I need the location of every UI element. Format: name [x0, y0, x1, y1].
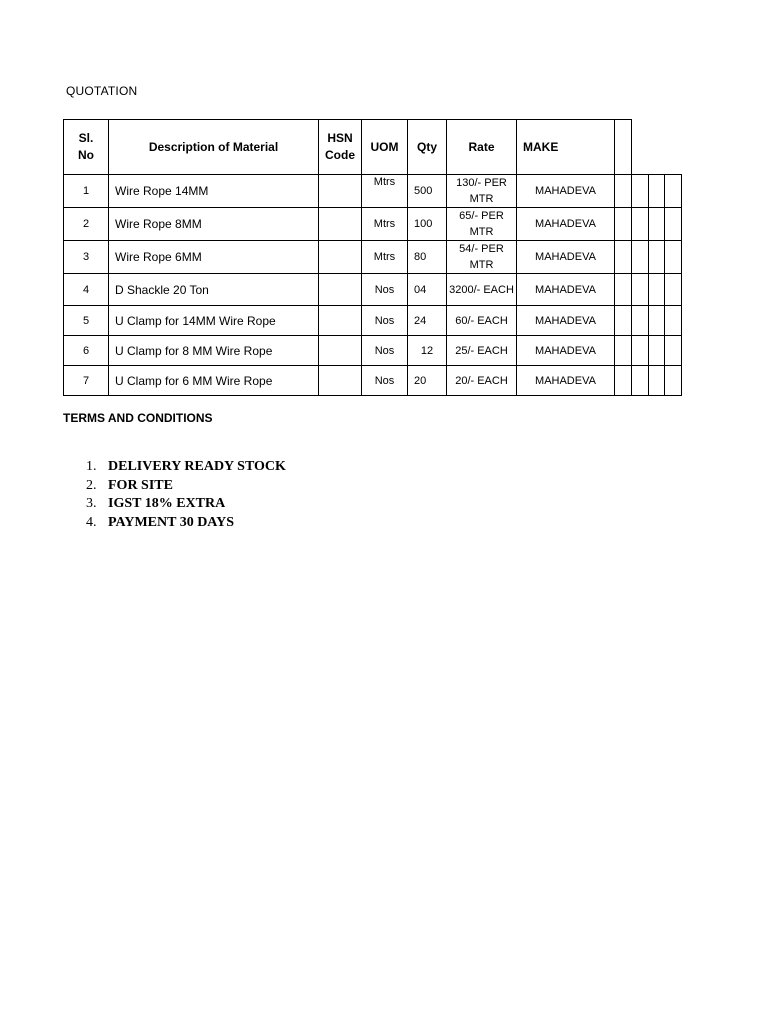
cell-qty: 80 — [408, 241, 447, 274]
cell-qty: 04 — [408, 274, 447, 306]
cell-uom: Nos — [362, 336, 408, 366]
cell-extra-4 — [665, 306, 682, 336]
table-row — [64, 175, 682, 208]
cell-rate: 3200/- EACH — [447, 274, 517, 306]
cell-extra-1 — [615, 274, 632, 306]
header-extra-2 — [632, 120, 649, 175]
cell-sl-no: 2 — [64, 208, 109, 241]
cell-extra-4 — [665, 175, 682, 208]
header-uom: UOM — [362, 120, 408, 175]
cell-description: Wire Rope 6MM — [109, 241, 319, 274]
terms-item: 4. PAYMENT 30 DAYS — [86, 514, 235, 530]
cell-hsn-code — [319, 336, 362, 366]
terms-item: 2. FOR SITE — [86, 477, 173, 493]
table-row — [64, 208, 682, 241]
cell-hsn-code — [319, 241, 362, 274]
cell-sl-no: 6 — [64, 336, 109, 366]
cell-hsn-code — [319, 208, 362, 241]
table-row — [64, 306, 682, 336]
cell-uom: Mtrs — [362, 175, 408, 208]
cell-extra-4 — [665, 208, 682, 241]
header-description: Description of Material — [109, 120, 319, 175]
cell-extra-3 — [649, 336, 665, 366]
cell-hsn-code — [319, 274, 362, 306]
table-row — [64, 336, 682, 366]
cell-extra-2 — [632, 274, 649, 306]
table-row — [64, 274, 682, 306]
terms-item: 1. DELIVERY READY STOCK — [86, 459, 286, 474]
cell-uom: Nos — [362, 274, 408, 306]
cell-extra-3 — [649, 366, 665, 396]
cell-extra-1 — [615, 175, 632, 208]
cell-description: U Clamp for 6 MM Wire Rope — [109, 366, 319, 396]
cell-hsn-code — [319, 366, 362, 396]
cell-make: MAHADEVA — [517, 208, 615, 241]
cell-rate: 25/- EACH — [447, 336, 517, 366]
cell-extra-2 — [632, 306, 649, 336]
cell-extra-2 — [632, 208, 649, 241]
cell-uom: Nos — [362, 306, 408, 336]
cell-qty: 12 — [408, 336, 447, 366]
cell-sl-no: 7 — [64, 366, 109, 396]
cell-extra-4 — [665, 366, 682, 396]
cell-make: MAHADEVA — [517, 274, 615, 306]
cell-qty: 24 — [408, 306, 447, 336]
cell-extra-4 — [665, 274, 682, 306]
header-rate: Rate — [447, 120, 517, 175]
cell-qty: 100 — [408, 208, 447, 241]
header-extra-4 — [665, 120, 682, 175]
terms-list — [86, 458, 286, 532]
terms-heading: TERMS AND CONDITIONS — [63, 411, 213, 425]
cell-extra-1 — [615, 208, 632, 241]
cell-extra-2 — [632, 366, 649, 396]
cell-description: D Shackle 20 Ton — [109, 274, 319, 306]
cell-extra-2 — [632, 241, 649, 274]
cell-extra-3 — [649, 208, 665, 241]
cell-rate: 65/- PER MTR — [447, 208, 517, 241]
cell-description: Wire Rope 8MM — [109, 208, 319, 241]
cell-sl-no: 5 — [64, 306, 109, 336]
cell-extra-3 — [649, 241, 665, 274]
cell-description: U Clamp for 8 MM Wire Rope — [109, 336, 319, 366]
cell-extra-3 — [649, 306, 665, 336]
cell-extra-2 — [632, 336, 649, 366]
table-row — [64, 366, 682, 396]
cell-hsn-code — [319, 306, 362, 336]
table-header-row — [64, 120, 682, 175]
table-row — [64, 241, 682, 274]
cell-uom: Mtrs — [362, 241, 408, 274]
cell-rate: 20/- EACH — [447, 366, 517, 396]
cell-hsn-code — [319, 175, 362, 208]
header-extra-3 — [649, 120, 665, 175]
cell-sl-no: 3 — [64, 241, 109, 274]
cell-extra-1 — [615, 306, 632, 336]
terms-item: 3. IGST 18% EXTRA — [86, 496, 226, 511]
header-qty: Qty — [408, 120, 447, 175]
cell-rate: 54/- PER MTR — [447, 241, 517, 274]
cell-make: MAHADEVA — [517, 366, 615, 396]
header-sl-no: Sl. No — [64, 120, 109, 175]
quotation-table — [63, 119, 682, 396]
cell-sl-no: 4 — [64, 274, 109, 306]
cell-sl-no: 1 — [64, 175, 109, 208]
cell-extra-4 — [665, 241, 682, 274]
cell-make: MAHADEVA — [517, 241, 615, 274]
cell-rate: 60/- EACH — [447, 306, 517, 336]
cell-extra-1 — [615, 366, 632, 396]
cell-rate: 130/- PER MTR — [447, 175, 517, 208]
cell-description: U Clamp for 14MM Wire Rope — [109, 306, 319, 336]
cell-make: MAHADEVA — [517, 306, 615, 336]
cell-description: Wire Rope 14MM — [109, 175, 319, 208]
cell-uom: Mtrs — [362, 208, 408, 241]
header-extra-1 — [615, 120, 632, 175]
cell-make: MAHADEVA — [517, 336, 615, 366]
cell-make: MAHADEVA — [517, 175, 615, 208]
cell-extra-4 — [665, 336, 682, 366]
cell-uom: Nos — [362, 366, 408, 396]
cell-qty: 500 — [408, 175, 447, 208]
cell-extra-1 — [615, 241, 632, 274]
cell-extra-3 — [649, 274, 665, 306]
header-make: MAKE — [517, 120, 615, 175]
header-hsn-code: HSN Code — [319, 120, 362, 175]
document-title: QUOTATION — [66, 84, 138, 98]
cell-extra-3 — [649, 175, 665, 208]
cell-extra-2 — [632, 175, 649, 208]
cell-qty: 20 — [408, 366, 447, 396]
cell-extra-1 — [615, 336, 632, 366]
